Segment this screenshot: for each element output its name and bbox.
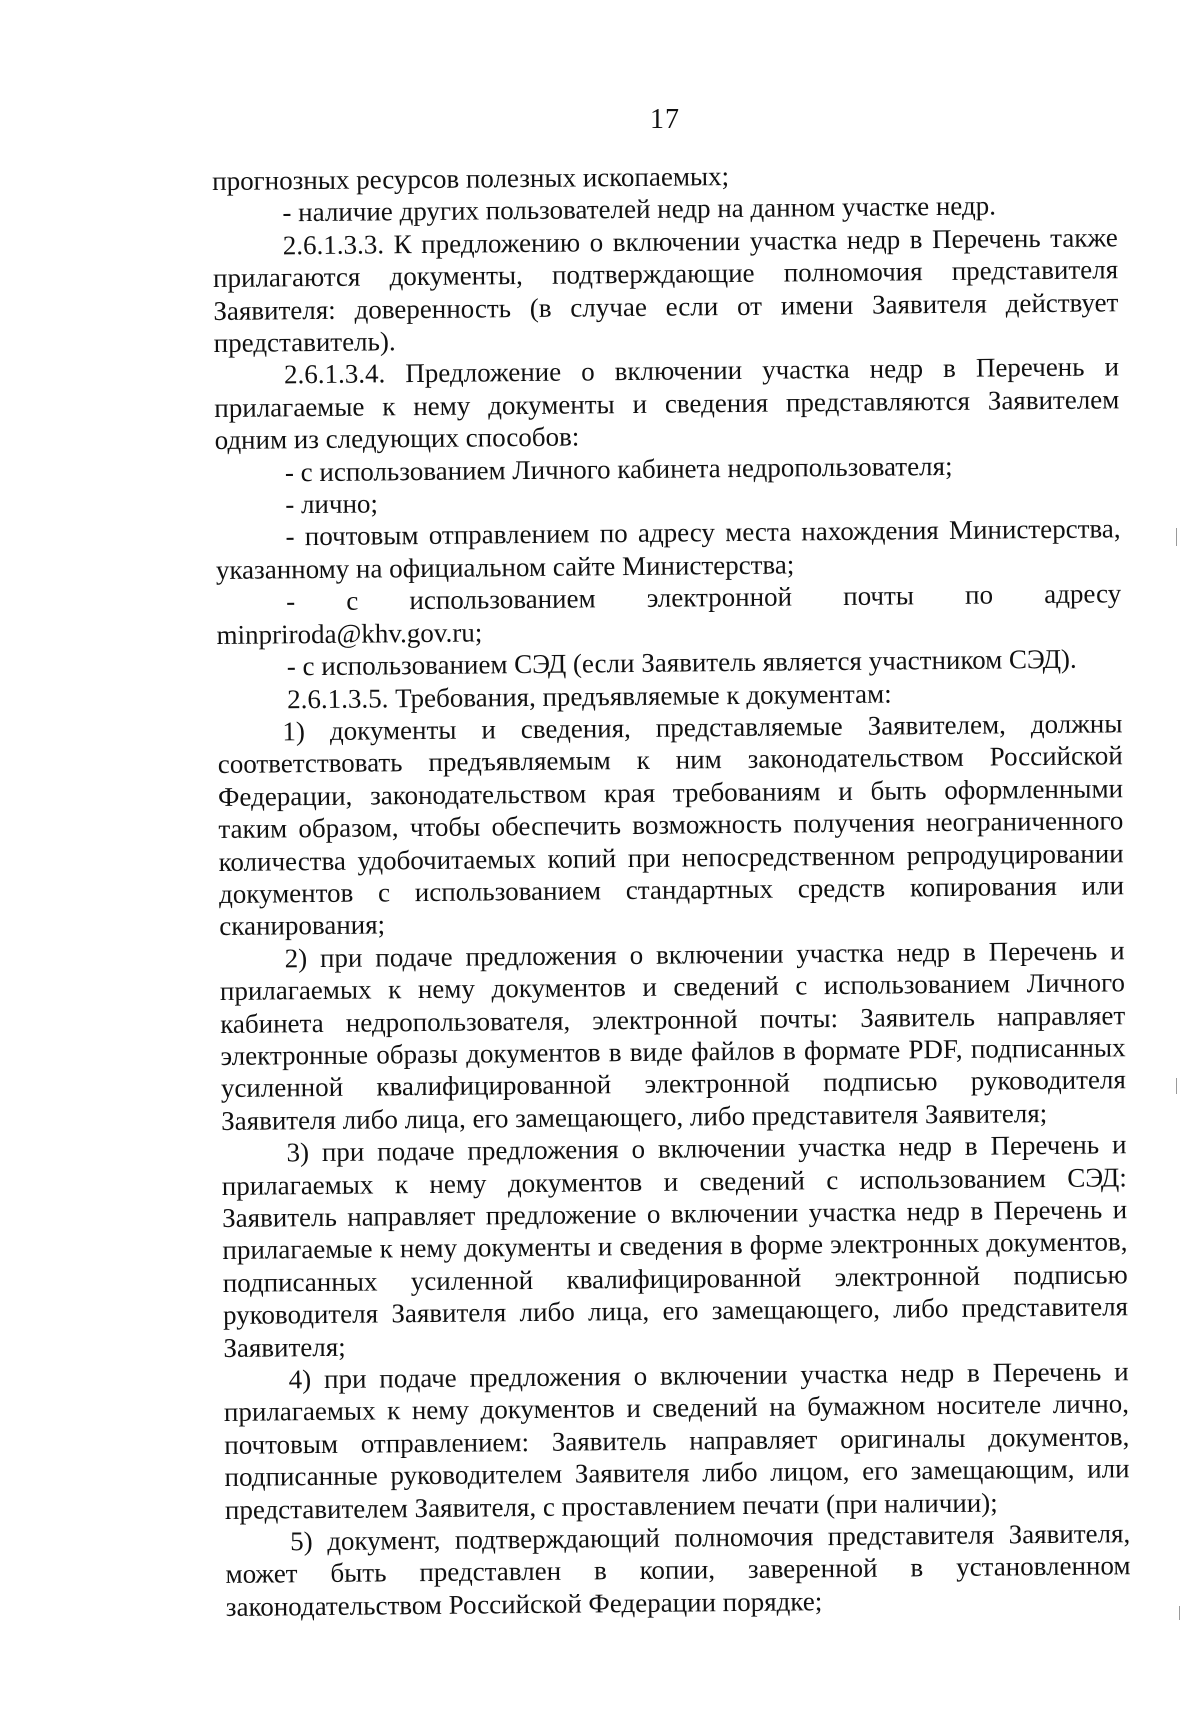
list-item-sed: - с использованием СЭД (если Заявитель является участником СЭД). <box>286 643 1077 682</box>
body-text <box>212 156 1131 1623</box>
scan-mark <box>1176 528 1177 546</box>
requirement-4: 4) при подаче предложения о включении участка недр в Перечень и прилагаемых к нему документов и сведений на бумажном носителе лично, почтовым отправлением: Заявитель направляет оригиналы документов, подписанные руководителем Заявителя либо лицом, его замещающим, или представителем Заявителя, с проставлением печати (при наличии); <box>223 1356 1130 1525</box>
clause-2-6-1-3-4: 2.6.1.3.4. Предложение о включении участка недр в Перечень и прилагаемые к нему документы и сведения представляются Заявителем одним из следующих способов: <box>214 351 1120 456</box>
clause-2-6-1-3-5: 2.6.1.3.5. Требования, предъявляемые к документам: <box>286 678 892 714</box>
scan-mark <box>1176 1078 1177 1094</box>
list-item-in-person: - лично; <box>285 488 379 520</box>
scan-mark <box>1179 1606 1180 1620</box>
list-item-other-users: - наличие других пользователей недр на данном участке недр. <box>282 190 997 228</box>
page-number: 17 <box>650 104 680 135</box>
email-address: minpriroda@khv.gov.ru; <box>216 617 483 650</box>
list-item-email: - с использованием электронной почты по адресу <box>286 578 1122 617</box>
paragraph-continuation: прогнозных ресурсов полезных ископаемых; <box>212 161 730 196</box>
requirement-5: 5) документ, подтверждающий полномочия представителя Заявителя, может быть представлен в копии, заверенной в установленном законодательством Российской Федерации порядке; <box>225 1518 1131 1622</box>
list-item-personal-account: - с использованием Личного кабинета недропользователя; <box>284 450 953 487</box>
clause-2-6-1-3-3: 2.6.1.3.3. К предложению о включении участка недр в Перечень также прилагаются документы, подтверждающие полномочия представителя Заявителя: доверенность (в случае если от имени Заявителя действует представитель). <box>212 222 1119 359</box>
requirement-1: 1) документы и сведения, представляемые Заявителем, должны соответствовать предъявляемым к ним законодательством Российской Федерации, законодательством края требованиям и быть оформленными таким образом, чтобы обеспечить возможность получения неограниченного количества удобочитаемых копий при непосредственном репродуцировании документов с использованием стандартных средств копирования или сканирования; <box>217 708 1125 942</box>
requirement-3: 3) при подаче предложения о включении участка недр в Перечень и прилагаемых к нему документов и сведений с использованием СЭД: Заявитель направляет предложение о включении участка недр в Перечень и прилагаемые к нему документы и сведения в форме электронных документов, подписанных усиленной квалифицированной электронной подписью руководителя Заявителя либо лица, его замещающего, либо представителя Заявителя; <box>221 1129 1129 1363</box>
requirement-2: 2) при подаче предложения о включении участка недр в Перечень и прилагаемых к нему документов и сведений с использованием Личного кабинета недропользователя, электронной почты: Заявитель направляет электронные образы документов в виде файлов в формате PDF, подписанных усиленной квалифицированной электронной подписью руководителя Заявителя либо лица, его замещающего, либо представителя Заявителя; <box>219 935 1126 1136</box>
list-item-postal: - почтовым отправлением по адресу места нахождения Министерства, указанному на официальном сайте Министерства; <box>215 513 1121 585</box>
